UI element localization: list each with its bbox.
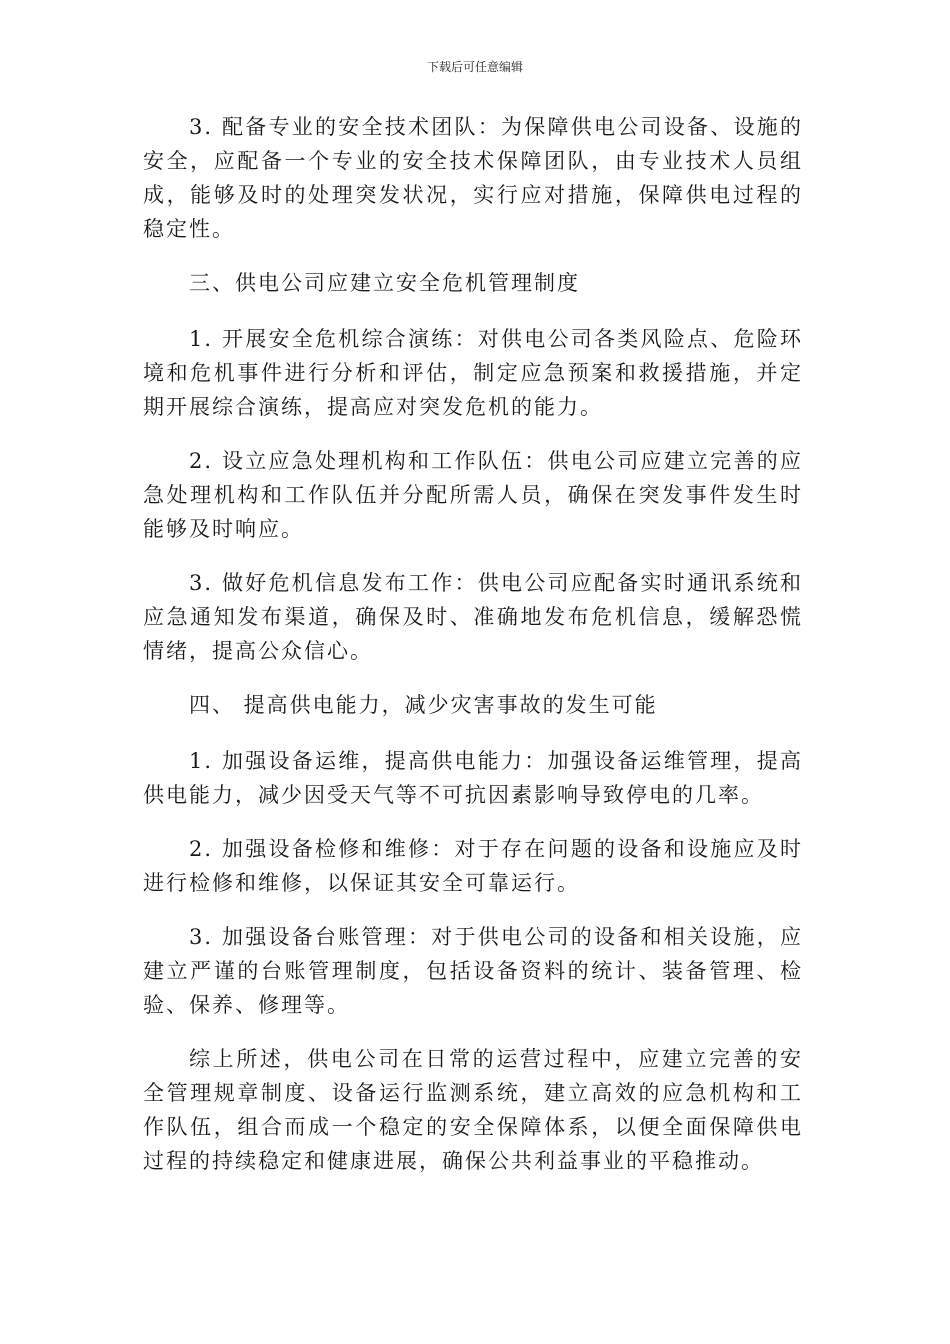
paragraph-equipment-repair: 2. 加强设备检修和维修：对于存在问题的设备和设施应及时进行检修和维修，以保证其安全可靠运行。 — [143, 837, 803, 895]
paragraph-emergency-team: 2. 设立应急处理机构和工作队伍：供电公司应建立完善的应急处理机构和工作队伍并分配所需人员，确保在突发事件发生时能够及时响应。 — [143, 449, 803, 541]
page-header: 下载后可任意编辑 — [426, 60, 523, 74]
paragraph-equipment-ledger: 3. 加强设备台账管理：对于供电公司的设备和相关设施，应建立严谨的台账管理制度，包括设备资料的统计、装备管理、检验、保养、修理等。 — [143, 925, 803, 1017]
paragraph-equipment-maintenance: 1. 加强设备运维，提高供电能力：加强设备运维管理，提高供电能力，减少因受天气等不可抗因素影响导致停电的几率。 — [143, 749, 803, 807]
document-body — [143, 110, 803, 1198]
section-heading-supply-capacity: 四、 提高供电能力，减少灾害事故的发生可能 — [189, 693, 658, 717]
paragraph-crisis-drill: 1. 开展安全危机综合演练：对供电公司各类风险点、危险环境和危机事件进行分析和评估，制定应急预案和救援措施，并定期开展综合演练，提高应对突发危机的能力。 — [143, 327, 803, 419]
paragraph-safety-team: 3. 配备专业的安全技术团队：为保障供电公司设备、设施的安全，应配备一个专业的安全技术保障团队，由专业技术人员组成，能够及时的处理突发状况，实行应对措施，保障供电过程的稳定性。 — [143, 115, 803, 241]
paragraph-conclusion: 综上所述，供电公司在日常的运营过程中，应建立完善的安全管理规章制度、设备运行监测系统，建立高效的应急机构和工作队伍，组合而成一个稳定的安全保障体系，以便全面保障供电过程的持续稳定和健康进展，确保公共利益事业的平稳推动。 — [143, 1047, 803, 1173]
paragraph-crisis-info: 3. 做好危机信息发布工作：供电公司应配备实时通讯系统和应急通知发布渠道，确保及时、准确地发布危机信息，缓解恐慌情绪，提高公众信心。 — [143, 571, 803, 663]
section-heading-crisis-management: 三、供电公司应建立安全危机管理制度 — [189, 271, 580, 295]
